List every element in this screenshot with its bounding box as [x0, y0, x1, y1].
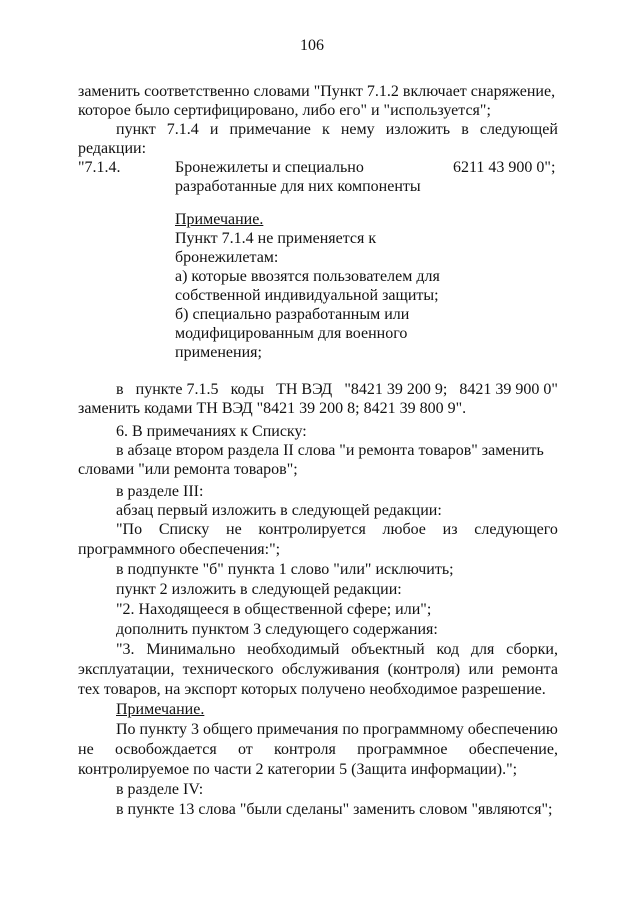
- word: от: [237, 741, 253, 758]
- word: "8421 39 200 9;: [344, 381, 448, 398]
- word: не: [78, 741, 94, 758]
- word: обеспечение,: [468, 741, 558, 758]
- paragraph-line: [78, 740, 558, 760]
- paragraph-line: программного обеспечения:";: [78, 541, 281, 558]
- page-number: 106: [300, 37, 324, 54]
- word: изложить: [385, 121, 451, 138]
- word: следующей: [479, 121, 558, 138]
- paragraph-line: пункт 2 изложить в следующей редакции:: [116, 581, 402, 598]
- paragraph-line: в абзаце втором раздела II слова "и ремонта товаров" заменить: [116, 442, 544, 459]
- word: Минимально: [146, 641, 236, 658]
- entry-name-line: Бронежилеты и специально: [175, 159, 364, 176]
- word: Списку: [158, 521, 210, 538]
- paragraph-line: По пункту 3 общего примечания по программному обеспечению: [116, 721, 558, 738]
- word: в: [116, 381, 124, 398]
- paragraph-line: контролируемое по части 2 категории 5 (Защита информации).";: [78, 761, 518, 778]
- word: или: [468, 661, 494, 678]
- paragraph-line: редакции:: [78, 140, 147, 157]
- word: 8421 39 900 0": [459, 381, 558, 398]
- word: эксплуатации,: [78, 661, 175, 678]
- word: объектный: [351, 641, 425, 658]
- paragraph-line: [116, 640, 558, 660]
- paragraph-line: 6. В примечаниях к Списку:: [116, 423, 307, 440]
- word: код: [436, 641, 460, 658]
- paragraph-line: заменить соответственно словами "Пункт 7.1.2 включает снаряжение,: [78, 83, 556, 100]
- word: коды: [230, 381, 264, 398]
- word: ремонта: [501, 661, 558, 678]
- paragraph-line: [116, 520, 558, 540]
- word: нему: [340, 121, 375, 138]
- note-heading: Примечание.: [175, 211, 264, 228]
- word: 7.1.4: [166, 121, 199, 138]
- entry-name-line: разработанные для них компоненты: [175, 178, 421, 195]
- word: любое: [382, 521, 426, 538]
- word: из: [442, 521, 458, 538]
- note-line: применения;: [175, 344, 262, 361]
- paragraph-line: Примечание.: [116, 701, 205, 718]
- note-line: собственной индивидуальной защиты;: [175, 287, 439, 304]
- word: технического: [182, 661, 274, 678]
- paragraph-line: которое было сертифицировано, либо его" и "используется";: [78, 102, 491, 119]
- word: освобождается: [114, 741, 217, 758]
- paragraph-line: заменить кодами ТН ВЭД "8421 39 200 8; 8421 39 800 9".: [78, 400, 467, 417]
- word: "По: [116, 521, 143, 538]
- paragraph-line: абзац первый изложить в следующей редакции:: [116, 502, 442, 519]
- word: "3.: [116, 641, 135, 658]
- word: пункте 7.1.5: [135, 381, 219, 398]
- paragraph-line: [116, 120, 558, 140]
- word: следующего: [474, 521, 558, 538]
- entry-code: 6211 43 900 0";: [453, 159, 556, 176]
- word: примечание: [229, 121, 311, 138]
- word: пункт: [116, 121, 156, 138]
- word: для: [470, 641, 495, 658]
- word: (контроля): [387, 661, 461, 678]
- word: ТН ВЭД: [276, 381, 333, 398]
- note-line: бронежилетам:: [175, 249, 279, 266]
- word: и: [209, 121, 219, 138]
- paragraph-line: тех товаров, на экспорт которых получено необходимое разрешение.: [78, 681, 546, 698]
- word: сборки,: [506, 641, 558, 658]
- paragraph-line: в разделе IV:: [116, 781, 204, 798]
- word: к: [321, 121, 330, 138]
- note-line: а) которые ввозятся пользователем для: [175, 268, 440, 285]
- word: контролируется: [258, 521, 366, 538]
- word: программное: [357, 741, 448, 758]
- paragraph-line: в подпункте "б" пункта 1 слово "или" исключить;: [116, 561, 454, 578]
- paragraph-line: словами "или ремонта товаров";: [78, 461, 298, 478]
- paragraph-line: [116, 380, 558, 400]
- paragraph-line: [78, 660, 558, 680]
- word: не: [226, 521, 242, 538]
- paragraph-line: дополнить пунктом 3 следующего содержания:: [116, 621, 438, 638]
- note-line: Пункт 7.1.4 не применяется к: [175, 230, 377, 247]
- word: в: [461, 121, 469, 138]
- word: необходимый: [247, 641, 340, 658]
- paragraph-line: "2. Находящееся в общественной сфере; или";: [116, 601, 432, 618]
- word: обслуживания: [281, 661, 380, 678]
- word: контроля: [274, 741, 336, 758]
- note-line: б) специально разработанным или: [175, 306, 410, 323]
- paragraph-line: в пункте 13 слова "были сделаны" заменить словом "являются";: [116, 801, 553, 818]
- paragraph-line: в разделе III:: [116, 483, 204, 500]
- entry-number: "7.1.4.: [78, 159, 121, 176]
- note-line: модифицированным для военного: [175, 325, 408, 342]
